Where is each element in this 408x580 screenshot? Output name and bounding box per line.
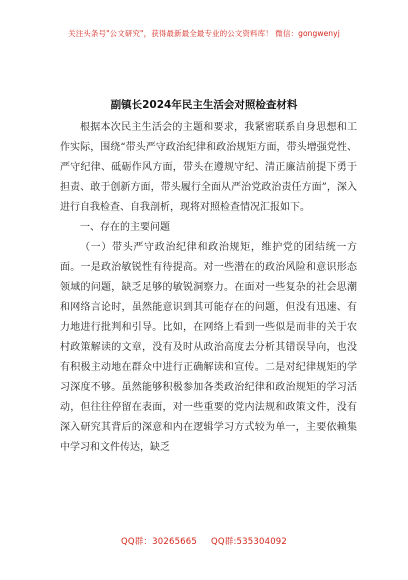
footer-qq-group-2: QQ群:535304092: [211, 537, 288, 547]
footer-contact: [0, 535, 408, 547]
body-paragraph: （一）带头严守政治纪律和政治规矩，维护党的团结统一方面。一是政治敏锐性有待提高。对一些潜在的政治风险和意识形态领域的问题，缺乏足够的敏锐洞察力。在面对一些复杂的社会思潮和网络言论时，虽然能意识到其可能存在的问题，但没有迅速、有力地进行批判和引导。比如，在网络上看到一些似是而非的关于农村政策解读的文章，没有及时从政治高度去分析其错误导向，也没有积极主动地在群众中进行正确解读和宣传。二是对纪律规矩的学习深度不够。虽然能够积极参加各类政治纪律和政治规矩的学习活动，但往往停留在表面，对一些重要的党内法规和政策文件，没有深入研究其背后的深意和内在逻辑学习方式较为单一，主要依赖集中学习和文件传达，缺乏: [60, 242, 357, 453]
footer-qq-group-1: QQ群：30265665: [120, 537, 197, 547]
section-heading: 一、存在的主要问题: [80, 222, 170, 233]
header-promo-text: 关注头条号"公文研究"，获得最新最全最专业的公文资料库！ 微信：gongwenyj: [68, 29, 340, 38]
intro-paragraph: 根据本次民主生活会的主题和要求，我紧密联系自身思想和工作实际，围绕“带头严守政治纪律和政治规矩方面，带头增强党性、严守纪律、砥砺作风方面，带头在遵规守纪、清正廉洁前提下勇于担责、敢于创新方面，带头履行全面从严治党政治责任方面”，深入进行自我检查、自我剖析，现将对照检查情况汇报如下。: [60, 122, 357, 213]
document-body: [60, 118, 357, 458]
document-title: 副镇长2024年民主生活会对照检查材料: [110, 99, 298, 111]
